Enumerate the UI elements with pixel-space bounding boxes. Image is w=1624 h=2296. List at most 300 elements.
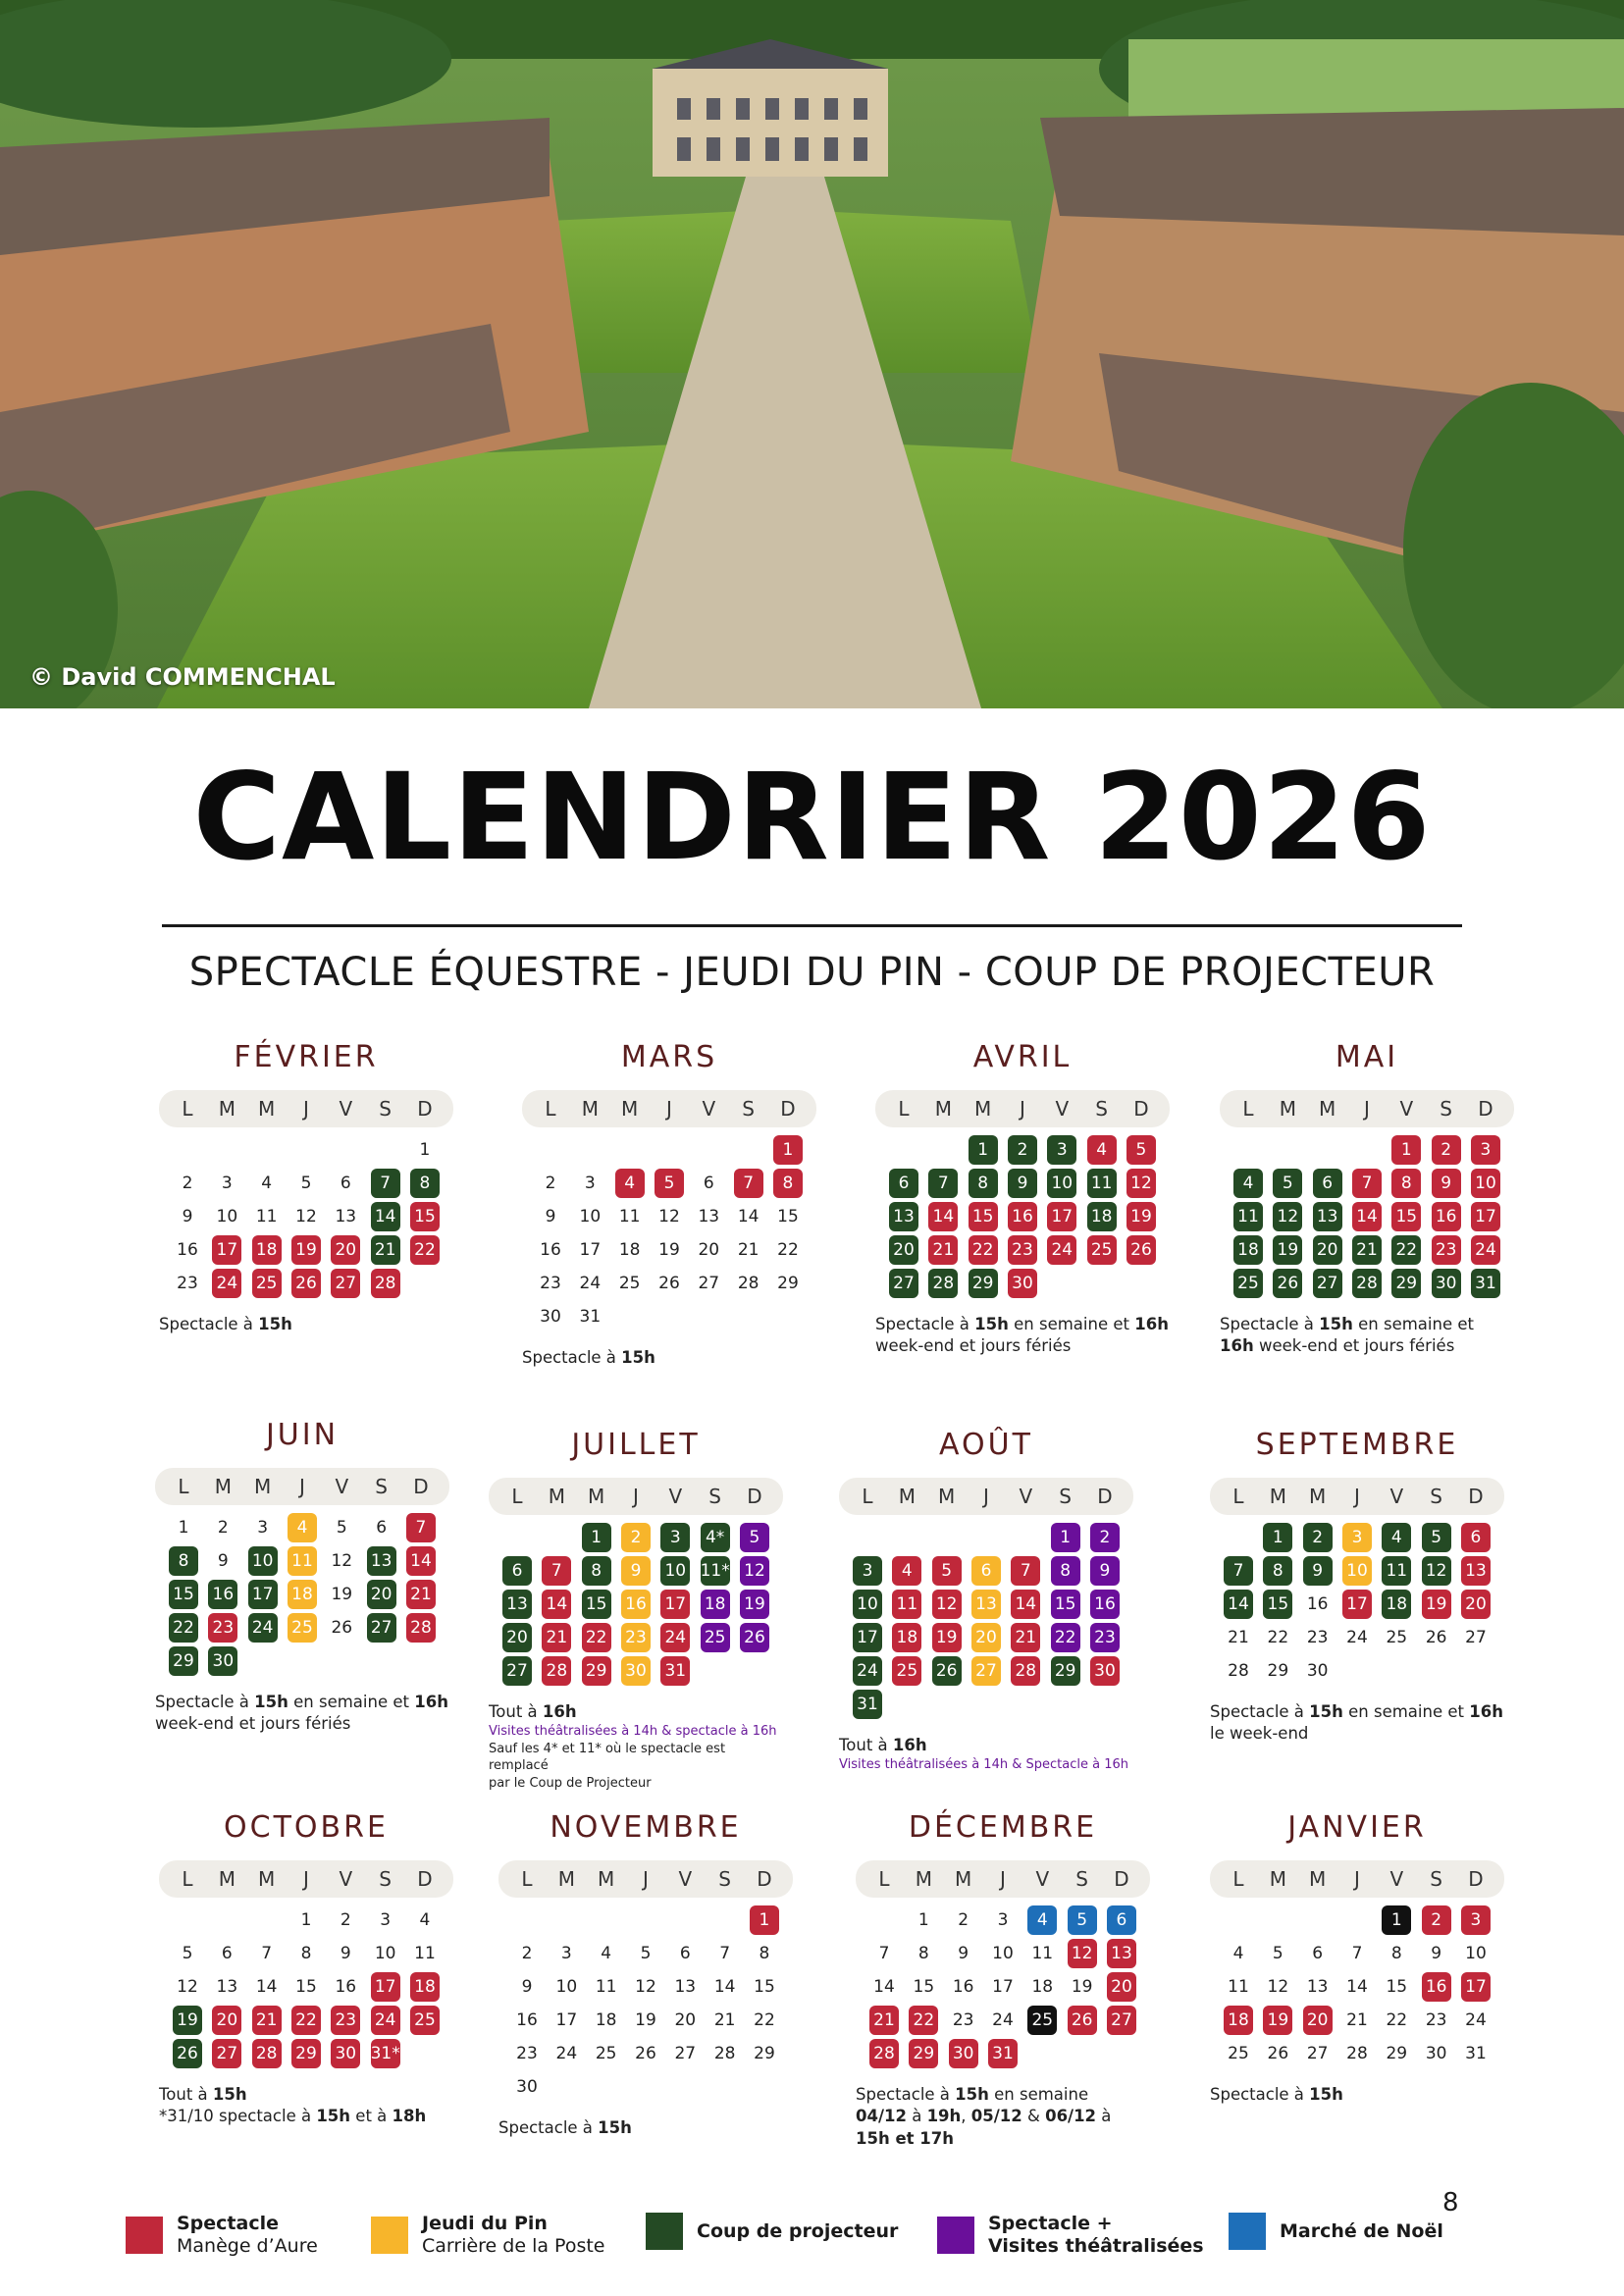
day-cell: 8 [917, 1944, 929, 1963]
day-cell: 12 [740, 1556, 769, 1586]
empty-cell [627, 1905, 664, 1935]
day-cell: 29 [1391, 1269, 1421, 1298]
day-cell: 26 [635, 2044, 656, 2063]
day-cell: 4 [1027, 1905, 1057, 1935]
weekday-label: L [182, 1097, 193, 1121]
day-cell: 25 [1087, 1235, 1117, 1265]
day-cell: 27 [502, 1656, 532, 1686]
day-cell: 28 [406, 1613, 436, 1643]
day-cell: 13 [1306, 1977, 1329, 1997]
day-cell: 10 [248, 1546, 278, 1576]
day-cell: 19 [1263, 2006, 1292, 2035]
day-cell: 1 [1382, 1905, 1411, 1935]
month-11 [1210, 1805, 1504, 2106]
day-cell: 8 [1051, 1556, 1080, 1586]
day-cell: 11 [1087, 1169, 1117, 1198]
weekday-header [839, 1478, 1133, 1515]
month-3 [1220, 1035, 1514, 1358]
day-cell: 23 [1425, 2010, 1447, 2030]
day-cell: 19 [1422, 1590, 1451, 1619]
empty-cell [849, 1523, 886, 1552]
day-cell: 29 [969, 1269, 998, 1298]
day-cell: 12 [331, 1551, 353, 1571]
day-cell: 4 [288, 1513, 317, 1542]
day-cell: 12 [1267, 1977, 1289, 1997]
weekday-label: S [708, 1485, 721, 1508]
weekday-header [159, 1860, 453, 1898]
day-cell: 3 [853, 1556, 882, 1586]
day-grid [1210, 1523, 1504, 1686]
day-cell: 3 [560, 1944, 572, 1963]
day-cell: 25 [595, 2044, 617, 2063]
weekday-header [856, 1860, 1150, 1898]
day-cell: 18 [288, 1580, 317, 1609]
day-cell: 24 [1047, 1235, 1076, 1265]
empty-cell [327, 1135, 364, 1165]
empty-cell [1007, 1523, 1044, 1552]
day-cell: 18 [595, 2010, 617, 2030]
weekday-label: S [379, 1097, 392, 1121]
day-cell: 23 [621, 1623, 651, 1652]
day-cell: 20 [502, 1623, 532, 1652]
weekday-label: V [335, 1475, 349, 1498]
header-photo [0, 0, 1624, 708]
day-cell: 23 [1432, 1235, 1461, 1265]
day-cell: 11 [255, 1207, 278, 1226]
empty-cell [588, 1905, 625, 1935]
day-cell: 6 [340, 1174, 351, 1193]
day-cell: 11 [1382, 1556, 1411, 1586]
day-cell: 25 [892, 1656, 921, 1686]
weekday-label: J [1354, 1485, 1360, 1508]
day-cell: 21 [928, 1235, 958, 1265]
month-note: Tout à 15h *31/10 spectacle à 15h et à 18h [159, 2085, 427, 2126]
day-cell: 15 [582, 1590, 611, 1619]
day-cell: 24 [1346, 1628, 1368, 1647]
weekday-header [522, 1090, 816, 1127]
day-cell: 28 [1011, 1656, 1040, 1686]
empty-cell [169, 1135, 206, 1165]
day-cell: 12 [635, 1977, 656, 1997]
day-cell: 3 [660, 1523, 690, 1552]
day-cell: 14 [873, 1977, 895, 1997]
month-2 [875, 1035, 1170, 1358]
day-cell: 11 [618, 1207, 641, 1226]
legend-title: Spectacle + [988, 2213, 1113, 2234]
day-cell: 29 [1386, 2044, 1408, 2063]
empty-cell [208, 1905, 245, 1935]
day-cell: 25 [288, 1613, 317, 1643]
weekday-label: L [182, 1867, 193, 1891]
day-cell: 1 [773, 1135, 803, 1165]
weekday-label: V [678, 1867, 693, 1891]
day-cell: 30 [1432, 1269, 1461, 1298]
weekday-label: L [521, 1867, 533, 1891]
weekday-label: V [702, 1097, 716, 1121]
month-name: JANVIER [1287, 1810, 1427, 1845]
day-cell: 23 [952, 2010, 974, 2030]
day-cell: 24 [371, 2006, 400, 2035]
legend-subtitle: Carrière de la Poste [422, 2234, 605, 2257]
day-cell: 5 [1272, 1944, 1283, 1963]
day-cell: 22 [754, 2010, 775, 2030]
weekday-label: M [898, 1485, 916, 1508]
weekday-header [875, 1090, 1170, 1127]
legend-swatch [937, 2217, 974, 2254]
day-cell: 10 [579, 1207, 602, 1226]
day-cell: 7 [1352, 1169, 1382, 1198]
day-cell: 1 [917, 1910, 929, 1930]
day-cell: 1 [582, 1523, 611, 1552]
day-cell: 9 [1303, 1556, 1333, 1586]
empty-cell [924, 1135, 962, 1165]
day-cell: 13 [1313, 1202, 1342, 1231]
weekday-label: J [303, 1867, 309, 1891]
day-cell: 4 [1087, 1135, 1117, 1165]
empty-cell [367, 1135, 404, 1165]
day-cell: 22 [1391, 1235, 1421, 1265]
weekday-label: J [983, 1485, 989, 1508]
day-cell: 8 [969, 1169, 998, 1198]
day-cell: 5 [1126, 1135, 1156, 1165]
day-cell: 21 [737, 1240, 760, 1260]
month-4 [155, 1413, 449, 1736]
day-cell: 1 [419, 1140, 431, 1160]
day-cell: 22 [777, 1240, 799, 1260]
empty-cell [571, 1135, 608, 1165]
month-name: FÉVRIER [234, 1040, 379, 1074]
day-cell: 1 [1391, 1135, 1421, 1165]
day-cell: 17 [660, 1590, 690, 1619]
day-cell: 28 [928, 1269, 958, 1298]
weekday-header [155, 1468, 449, 1505]
day-cell: 14 [371, 1202, 400, 1231]
day-cell: 14 [406, 1546, 436, 1576]
day-cell: 17 [371, 1972, 400, 2002]
day-cell: 20 [331, 1235, 360, 1265]
day-cell: 27 [1465, 1628, 1487, 1647]
month-10 [856, 1805, 1150, 2150]
empty-cell [208, 1135, 245, 1165]
weekday-label: S [1440, 1097, 1452, 1121]
day-cell: 16 [621, 1590, 651, 1619]
day-cell: 6 [889, 1169, 918, 1198]
weekday-label: V [1389, 1485, 1404, 1508]
day-cell: 31 [1471, 1269, 1500, 1298]
day-grid [522, 1135, 816, 1331]
day-cell: 10 [555, 1977, 578, 1997]
weekday-label: S [379, 1867, 392, 1891]
weekday-label: M [581, 1097, 599, 1121]
day-cell: 30 [1306, 1661, 1329, 1681]
day-cell: 26 [1425, 1628, 1447, 1647]
day-cell: 15 [295, 1977, 317, 1997]
weekday-label: L [1242, 1097, 1254, 1121]
weekday-label: S [1075, 1867, 1088, 1891]
day-cell: 26 [291, 1269, 321, 1298]
day-cell: 3 [380, 1910, 392, 1930]
day-cell: 19 [740, 1590, 769, 1619]
day-cell: 16 [1422, 1972, 1451, 2002]
day-cell: 17 [1461, 1972, 1491, 2002]
day-cell: 10 [853, 1590, 882, 1619]
day-cell: 7 [734, 1169, 763, 1198]
month-note: Spectacle à 15h [159, 1315, 292, 1333]
empty-cell [1269, 1135, 1306, 1165]
day-cell: 23 [1008, 1235, 1037, 1265]
day-cell: 31 [988, 2039, 1018, 2068]
day-cell: 10 [992, 1944, 1014, 1963]
day-cell: 10 [1047, 1169, 1076, 1198]
day-cell: 10 [1471, 1169, 1500, 1198]
empty-cell [968, 1523, 1005, 1552]
legend-item-jeudi-du-pin [371, 2213, 604, 2258]
month-name: OCTOBRE [224, 1810, 389, 1845]
day-cell: 1 [969, 1135, 998, 1165]
day-cell: 4 [615, 1169, 645, 1198]
day-cell: 30 [516, 2077, 538, 2097]
day-cell: 6 [1107, 1905, 1136, 1935]
day-cell: 18 [1233, 1235, 1263, 1265]
day-cell: 15 [1391, 1202, 1421, 1231]
day-cell: 3 [257, 1518, 269, 1538]
day-cell: 7 [1224, 1556, 1253, 1586]
weekday-label: D [1097, 1485, 1113, 1508]
day-cell: 22 [909, 2006, 938, 2035]
day-cell: 5 [740, 1523, 769, 1552]
legend-swatch [126, 2217, 163, 2254]
empty-cell [248, 1905, 286, 1935]
day-cell: 16 [540, 1240, 561, 1260]
day-cell: 13 [335, 1207, 357, 1226]
legend-title: Jeudi du Pin [422, 2213, 548, 2234]
weekday-label: L [511, 1485, 523, 1508]
weekday-label: D [1478, 1097, 1493, 1121]
day-cell: 4 [261, 1174, 273, 1193]
day-cell: 30 [331, 2039, 360, 2068]
day-cell: 29 [582, 1656, 611, 1686]
weekday-label: S [718, 1867, 731, 1891]
day-cell: 9 [545, 1207, 556, 1226]
day-cell: 3 [1471, 1135, 1500, 1165]
day-cell: 2 [545, 1174, 556, 1193]
weekday-label: D [1114, 1867, 1129, 1891]
day-cell: 15 [777, 1207, 799, 1226]
day-cell: 27 [674, 2044, 697, 2063]
weekday-label: V [1389, 1867, 1404, 1891]
day-cell: 18 [1031, 1977, 1054, 1997]
empty-cell [1309, 1135, 1346, 1165]
day-cell: 5 [932, 1556, 962, 1586]
day-cell: 6 [1312, 1944, 1324, 1963]
day-cell: 29 [777, 1274, 799, 1293]
weekday-label: L [1232, 1485, 1244, 1508]
day-cell: 2 [621, 1523, 651, 1552]
day-cell: 11 [414, 1944, 436, 1963]
day-cell: 2 [521, 1944, 533, 1963]
day-cell: 15 [1051, 1590, 1080, 1619]
weekday-label: D [417, 1097, 433, 1121]
day-cell: 13 [1461, 1556, 1491, 1586]
day-cell: 13 [698, 1207, 720, 1226]
day-grid [498, 1905, 793, 2102]
weekday-header [498, 1860, 793, 1898]
month-note: Spectacle à 15h en semaine et 16h week-end et jours fériés [1220, 1315, 1474, 1356]
day-cell: 15 [169, 1580, 198, 1609]
empty-cell [666, 1905, 704, 1935]
day-cell: 5 [1422, 1523, 1451, 1552]
day-cell: 14 [1352, 1202, 1382, 1231]
day-cell: 1 [1263, 1523, 1292, 1552]
day-cell: 8 [300, 1944, 312, 1963]
day-cell: 7 [928, 1169, 958, 1198]
day-cell: 4 [1233, 1169, 1263, 1198]
day-cell: 31* [371, 2039, 400, 2068]
day-cell: 20 [1303, 2006, 1333, 2035]
day-cell: 8 [773, 1169, 803, 1198]
weekday-label: D [417, 1867, 433, 1891]
day-cell: 11 [1233, 1202, 1263, 1231]
day-cell: 30 [1090, 1656, 1120, 1686]
day-cell: 5 [640, 1944, 652, 1963]
day-cell: 29 [754, 2044, 775, 2063]
day-cell: 16 [335, 1977, 357, 1997]
empty-cell [690, 1135, 727, 1165]
title-divider [162, 924, 1462, 927]
day-grid [155, 1513, 449, 1676]
day-cell: 28 [1346, 2044, 1368, 2063]
weekday-label: M [1319, 1097, 1336, 1121]
empty-cell [248, 1135, 286, 1165]
day-cell: 23 [1306, 1628, 1329, 1647]
day-cell: 2 [1090, 1523, 1120, 1552]
day-cell: 14 [1011, 1590, 1040, 1619]
day-cell: 30 [621, 1656, 651, 1686]
weekday-header [159, 1090, 453, 1127]
day-cell: 22 [169, 1613, 198, 1643]
day-cell: 13 [1107, 1939, 1136, 1968]
day-cell: 25 [1027, 2006, 1057, 2035]
day-cell: 21 [1346, 2010, 1368, 2030]
weekday-label: D [747, 1485, 762, 1508]
weekday-label: M [1279, 1097, 1296, 1121]
weekday-label: M [218, 1097, 236, 1121]
day-cell: 26 [1068, 2006, 1097, 2035]
day-cell: 9 [958, 1944, 969, 1963]
day-cell: 19 [173, 2006, 202, 2035]
empty-cell [651, 1135, 688, 1165]
month-1 [522, 1035, 816, 1369]
day-cell: 5 [336, 1518, 347, 1538]
day-cell: 1 [750, 1905, 779, 1935]
day-cell: 3 [1047, 1135, 1076, 1165]
day-cell: 23 [540, 1274, 561, 1293]
day-cell: 17 [992, 1977, 1014, 1997]
weekday-label: M [258, 1097, 276, 1121]
day-cell: 15 [410, 1202, 440, 1231]
empty-cell [1220, 1523, 1257, 1552]
day-cell: 25 [1228, 2044, 1249, 2063]
month-name: JUILLET [571, 1428, 701, 1462]
day-cell: 8 [759, 1944, 770, 1963]
weekday-label: M [955, 1867, 972, 1891]
day-cell: 4 [1232, 1944, 1244, 1963]
day-cell: 17 [555, 2010, 578, 2030]
weekday-label: S [1095, 1097, 1108, 1121]
day-cell: 14 [1224, 1590, 1253, 1619]
empty-cell [885, 1135, 922, 1165]
day-cell: 4 [1382, 1523, 1411, 1552]
day-cell: 27 [1306, 2044, 1329, 2063]
empty-cell [865, 1905, 903, 1935]
empty-cell [707, 1905, 744, 1935]
day-cell: 24 [992, 2010, 1014, 2030]
day-cell: 11* [701, 1556, 730, 1586]
weekday-label: V [339, 1867, 353, 1891]
day-cell: 17 [1471, 1202, 1500, 1231]
day-cell: 11 [595, 1977, 617, 1997]
weekday-label: D [757, 1867, 772, 1891]
day-cell: 11 [892, 1590, 921, 1619]
day-cell: 9 [621, 1556, 651, 1586]
empty-cell [548, 1905, 585, 1935]
weekday-label: J [1020, 1097, 1025, 1121]
weekday-label: D [1133, 1097, 1149, 1121]
day-cell: 16 [516, 2010, 538, 2030]
day-cell: 14 [713, 1977, 736, 1997]
day-cell: 30 [949, 2039, 978, 2068]
weekday-label: J [633, 1485, 639, 1508]
day-cell: 5 [1068, 1905, 1097, 1935]
day-cell: 7 [371, 1169, 400, 1198]
legend-subtitle: Visites théâtralisées [988, 2234, 1204, 2257]
day-grid [1220, 1135, 1514, 1298]
empty-cell [1220, 1905, 1257, 1935]
day-cell: 23 [208, 1613, 237, 1643]
day-cell: 24 [1471, 1235, 1500, 1265]
weekday-label: S [1059, 1485, 1072, 1508]
day-cell: 10 [216, 1207, 238, 1226]
weekday-label: M [621, 1097, 639, 1121]
day-cell: 30 [208, 1646, 237, 1676]
day-cell: 17 [1047, 1202, 1076, 1231]
day-cell: 31 [1465, 2044, 1487, 2063]
day-cell: 22 [1267, 1628, 1289, 1647]
day-cell: 21 [869, 2006, 899, 2035]
weekday-label: S [742, 1097, 755, 1121]
day-cell: 16 [1008, 1202, 1037, 1231]
legend-subtitle: Manège d’Aure [177, 2234, 318, 2257]
weekday-label: L [545, 1097, 556, 1121]
day-cell: 19 [1126, 1202, 1156, 1231]
day-cell: 1 [178, 1518, 189, 1538]
day-cell: 5 [1273, 1169, 1302, 1198]
month-6 [839, 1423, 1133, 1774]
day-cell: 19 [291, 1235, 321, 1265]
weekday-label: J [666, 1097, 672, 1121]
day-cell: 8 [410, 1169, 440, 1198]
day-cell: 30 [1008, 1269, 1037, 1298]
day-cell: 25 [1233, 1269, 1263, 1298]
day-cell: 16 [1090, 1590, 1120, 1619]
day-cell: 18 [410, 1972, 440, 2002]
day-cell: 21 [252, 2006, 282, 2035]
legend-swatch [1229, 2213, 1266, 2250]
weekday-label: J [299, 1475, 305, 1498]
weekday-header [1220, 1090, 1514, 1127]
month-note: Spectacle à 15h en semaine 04/12 à 19h, 05/12 & 06/12 à 15h et 17h [856, 2085, 1112, 2148]
month-note: Tout à 16h Visites théâtralisées à 14h & Spectacle à 16h [839, 1736, 1128, 1773]
